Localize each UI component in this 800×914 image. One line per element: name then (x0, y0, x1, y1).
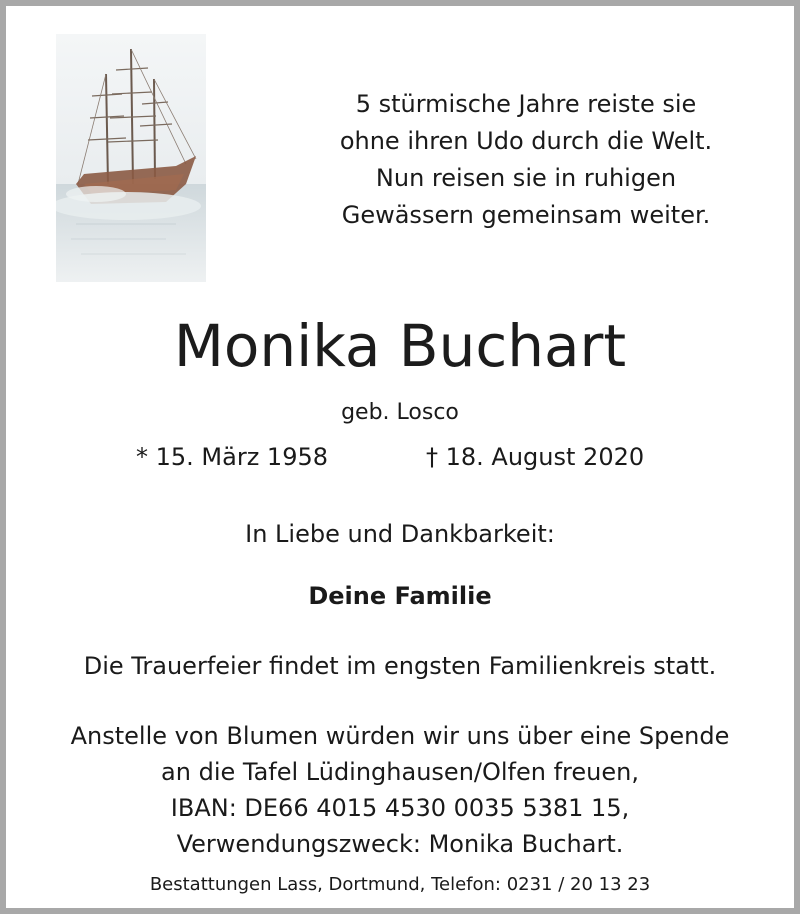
poem-line: Nun reisen sie in ruhigen (375, 164, 677, 192)
family-signature: Deine Familie (308, 582, 492, 610)
funeral-home-footer: Bestattungen Lass, Dortmund, Telefon: 0231 / 20 13 23 (149, 874, 651, 895)
poem (306, 86, 746, 234)
death-date: † 18. August 2020 (426, 443, 645, 471)
birth-date: * 15. März 1958 (136, 443, 329, 471)
poem-line: ohne ihren Udo durch die Welt. (339, 127, 713, 155)
donation-line: IBAN: DE66 4015 4530 0035 5381 15, (170, 794, 630, 822)
ceremony-notice: Die Trauerfeier findet im engsten Familienkreis statt. (83, 652, 717, 680)
donation-line: Verwendungszweck: Monika Buchart. (176, 830, 624, 858)
birth-name: geb. Losco (341, 400, 459, 425)
donation-line: an die Tafel Lüdinghausen/Olfen freuen, (161, 758, 639, 786)
poem-line: 5 stürmische Jahre reiste sie (355, 90, 697, 118)
poem-line: Gewässern gemeinsam weiter. (341, 201, 711, 229)
deceased-name: Monika Buchart (173, 312, 627, 380)
donation-line: Anstelle von Blumen würden wir uns über eine Spende (70, 722, 730, 750)
sailing-ship-image (56, 34, 206, 282)
dedication: In Liebe und Dankbarkeit: (245, 520, 555, 548)
